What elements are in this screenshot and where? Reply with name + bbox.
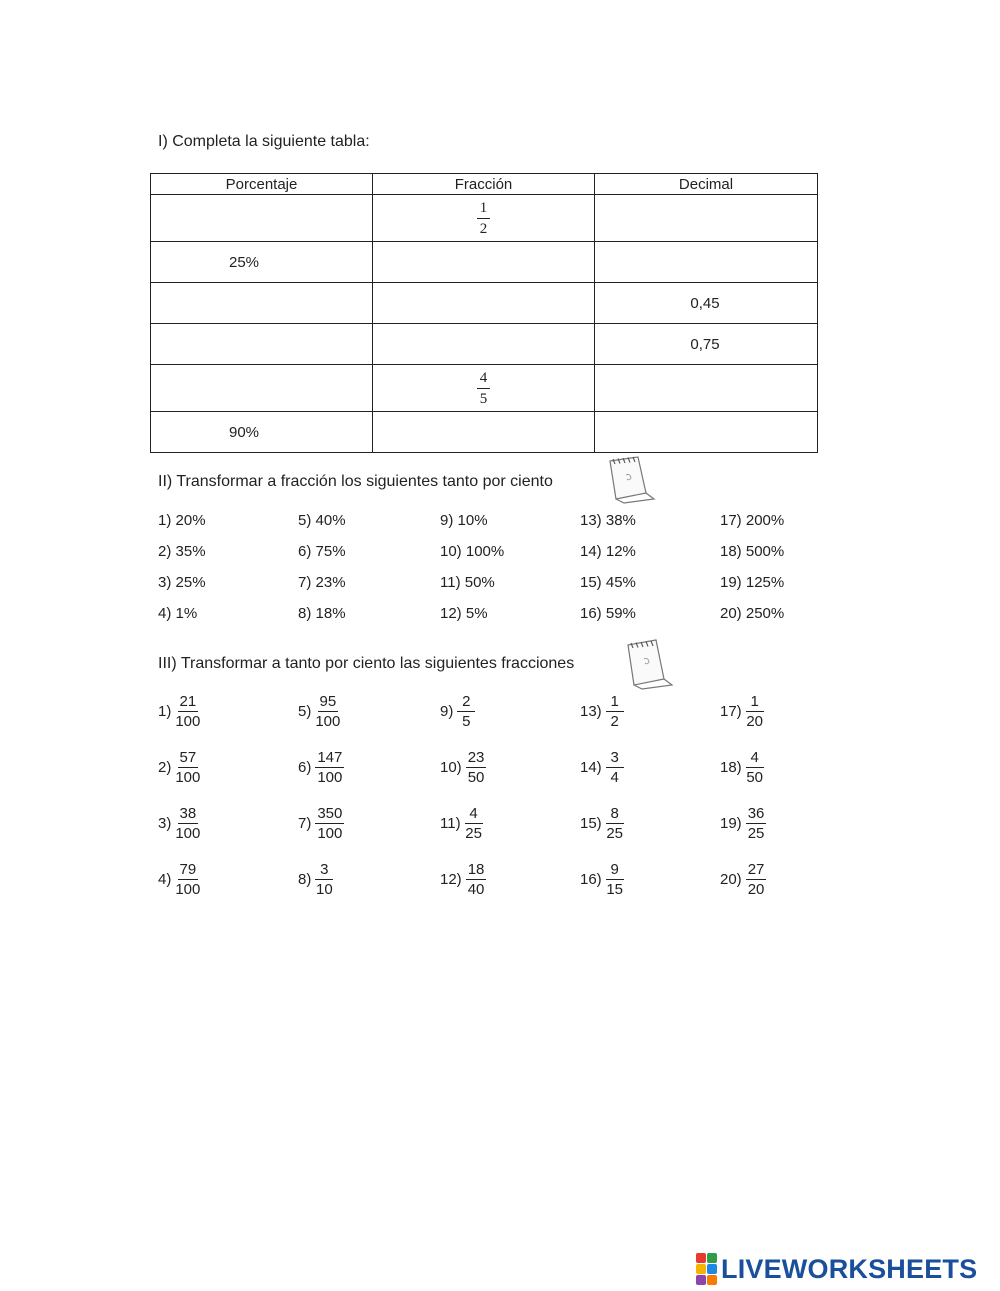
cell-decimal[interactable]: [595, 242, 818, 283]
section1-title: I) Completa la siguiente tabla:: [158, 133, 370, 150]
fraction: $\frac{350}{100}$: [317, 805, 343, 842]
fraction: $\frac{4}{5}$: [477, 371, 491, 407]
brand-logo-icon: [696, 1253, 717, 1285]
list-item: 6) 75%: [298, 543, 346, 560]
list-item: 8) 18%: [298, 605, 346, 622]
percent-list: [158, 512, 838, 637]
list-item: 9) 10%: [440, 512, 488, 529]
cell-decimal: 0,45: [595, 283, 818, 324]
list-item: 12) 5%: [440, 605, 488, 622]
logo-block: [707, 1275, 717, 1285]
logo-block: [696, 1264, 706, 1274]
list-item: 6) $\frac{147}{100}$: [298, 749, 343, 786]
list-item: 8) $\frac{3}{10}$: [298, 861, 333, 898]
fraction: $\frac{36}{25}$: [747, 805, 765, 842]
fraction-list: [158, 694, 838, 924]
brand-name: LIVEWORKSHEETS: [721, 1253, 978, 1284]
conversion-table: [150, 173, 818, 453]
table-row: [151, 242, 818, 283]
logo-block: [696, 1253, 706, 1263]
list-item: 16) 59%: [580, 605, 636, 622]
list-item: 17) 200%: [720, 512, 785, 529]
list-item: 5) 40%: [298, 512, 346, 529]
list-item: 13) 38%: [580, 512, 636, 529]
fraction: $\frac{3}{10}$: [316, 861, 333, 898]
list-item: 17) $\frac{1}{20}$: [720, 693, 764, 730]
list-item: 15) $\frac{8}{25}$: [580, 805, 624, 842]
table-row: [151, 195, 818, 242]
cell-fraccion[interactable]: [373, 412, 595, 453]
cell-fraccion[interactable]: [373, 283, 595, 324]
list-item: 3) 25%: [158, 574, 206, 591]
list-item: 3) $\frac{38}{100}$: [158, 805, 201, 842]
fraction: $\frac{23}{50}$: [467, 749, 485, 786]
fraction: $\frac{18}{40}$: [467, 861, 485, 898]
list-item: 9) $\frac{2}{5}$: [440, 694, 475, 729]
fraction: $\frac{21}{100}$: [175, 693, 201, 730]
fraction: $\frac{4}{25}$: [465, 805, 482, 842]
logo-block: [696, 1275, 706, 1285]
cell-porcentaje[interactable]: [151, 195, 373, 242]
list-item: 15) 45%: [580, 574, 636, 591]
header-decimal: Decimal: [595, 174, 818, 195]
cell-fraccion[interactable]: [373, 242, 595, 283]
list-item: 12) $\frac{18}{40}$: [440, 861, 485, 898]
list-item: 19) 125%: [720, 574, 785, 591]
fraction: $\frac{4}{50}$: [746, 749, 764, 786]
fraction: $\frac{8}{25}$: [606, 805, 624, 842]
fraction: $\frac{1}{2}$: [477, 201, 491, 237]
notepad-icon: [602, 455, 658, 505]
notepad-icon: [620, 637, 676, 693]
list-item: 16) $\frac{9}{15}$: [580, 861, 624, 898]
list-item: 14) $\frac{3}{4}$: [580, 750, 624, 785]
table-row: [151, 324, 818, 365]
cell-decimal[interactable]: [595, 195, 818, 242]
list-item: 1) $\frac{21}{100}$: [158, 693, 201, 730]
list-item: 4) $\frac{79}{100}$: [158, 861, 201, 898]
list-item: 11) 50%: [440, 574, 495, 591]
header-fraccion: Fracción: [373, 174, 595, 195]
list-item: 11) $\frac{4}{25}$: [440, 805, 482, 842]
cell-decimal[interactable]: [595, 412, 818, 453]
list-item: 4) 1%: [158, 605, 198, 622]
fraction: $\frac{9}{15}$: [606, 861, 624, 898]
cell-decimal: 0,75: [595, 324, 818, 365]
fraction: $\frac{38}{100}$: [175, 805, 201, 842]
cell-porcentaje: 25%: [151, 242, 373, 283]
list-item: 7) $\frac{350}{100}$: [298, 805, 343, 842]
table-row: [151, 283, 818, 324]
fraction: $\frac{27}{20}$: [747, 861, 765, 898]
list-item: 18) 500%: [720, 543, 785, 560]
list-item: 1) 20%: [158, 512, 206, 529]
cell-decimal[interactable]: [595, 365, 818, 412]
list-item: 20) $\frac{27}{20}$: [720, 861, 765, 898]
fraction: $\frac{95}{100}$: [315, 693, 341, 730]
fraction: $\frac{79}{100}$: [175, 861, 201, 898]
cell-porcentaje[interactable]: [151, 283, 373, 324]
liveworksheets-brand[interactable]: [696, 1253, 977, 1285]
cell-porcentaje[interactable]: [151, 365, 373, 412]
list-item: 19) $\frac{36}{25}$: [720, 805, 765, 842]
header-porcentaje: Porcentaje: [151, 174, 373, 195]
cell-fraccion: [373, 365, 595, 412]
list-item: 7) 23%: [298, 574, 346, 591]
fraction: $\frac{147}{100}$: [317, 749, 343, 786]
logo-block: [707, 1264, 717, 1274]
list-item: 20) 250%: [720, 605, 785, 622]
fraction: $\frac{1}{2}$: [606, 694, 624, 729]
section2-title: II) Transformar a fracción los siguientes tanto por ciento: [158, 473, 553, 490]
cell-porcentaje: 90%: [151, 412, 373, 453]
list-item: 10) $\frac{23}{50}$: [440, 749, 485, 786]
fraction: $\frac{57}{100}$: [175, 749, 201, 786]
fraction: $\frac{3}{4}$: [606, 750, 624, 785]
list-item: 2) $\frac{57}{100}$: [158, 749, 201, 786]
cell-fraccion[interactable]: [373, 324, 595, 365]
list-item: 13) $\frac{1}{2}$: [580, 694, 624, 729]
fraction: $\frac{1}{20}$: [746, 693, 764, 730]
list-item: 10) 100%: [440, 543, 505, 560]
logo-block: [707, 1253, 717, 1263]
table-row: [151, 365, 818, 412]
section3-title: III) Transformar a tanto por ciento las siguientes fracciones: [158, 655, 575, 672]
table-row: [151, 412, 818, 453]
list-item: 2) 35%: [158, 543, 206, 560]
cell-fraccion: [373, 195, 595, 242]
list-item: 18) $\frac{4}{50}$: [720, 749, 764, 786]
list-item: 14) 12%: [580, 543, 636, 560]
cell-porcentaje[interactable]: [151, 324, 373, 365]
list-item: 5) $\frac{95}{100}$: [298, 693, 341, 730]
fraction: $\frac{2}{5}$: [457, 694, 475, 729]
